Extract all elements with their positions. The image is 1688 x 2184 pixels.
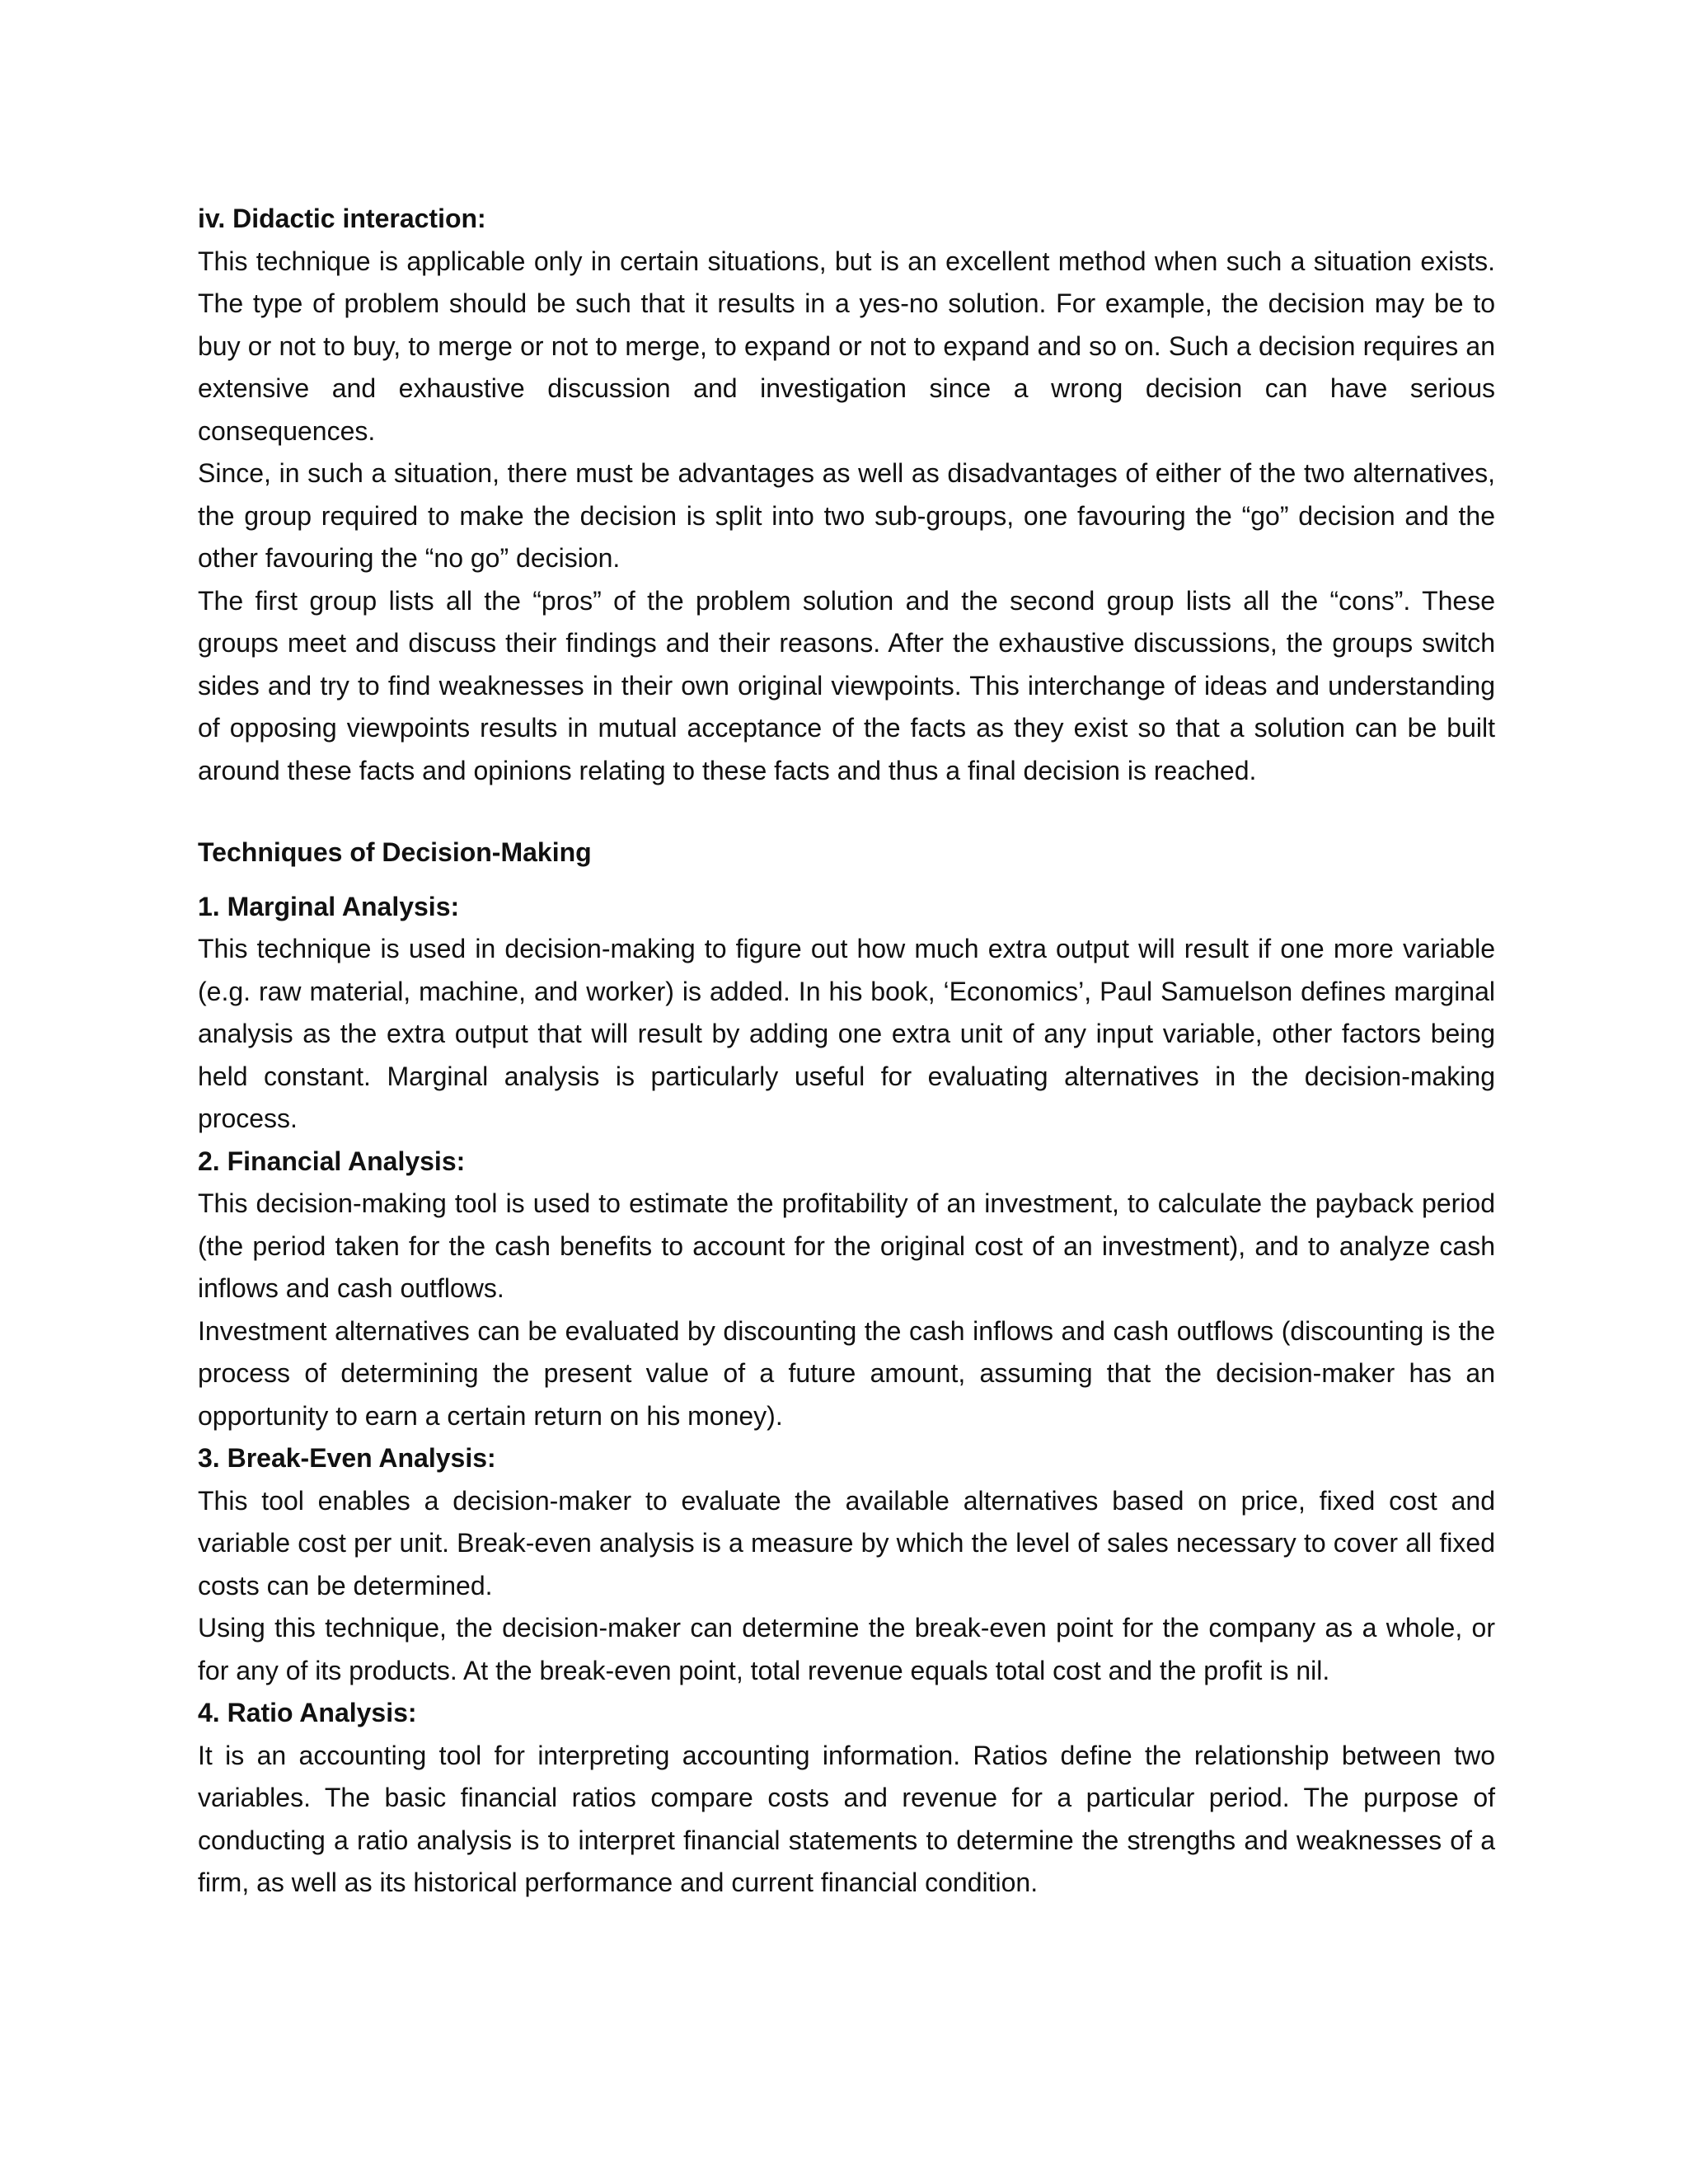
ratio-analysis-paragraph-1: It is an accounting tool for interpreting accounting information. Ratios define the relationship between two variables. The basic financial ratios compare costs and revenue for a particular period. The purpose of conducting a ratio analysis is to interpret financial statements to determine the strengths and weaknesses of a firm, as well as its historical performance and current financial condition.: [198, 1740, 1495, 1897]
ratio-analysis-heading: 4. Ratio Analysis:: [198, 1698, 417, 1727]
didactic-paragraph-1: This technique is applicable only in certain situations, but is an excellent method when such a situation exists. The type of problem should be such that it results in a yes-no solution. For example, the decision may be to buy or not to buy, to merge or not to merge, to expand or not to expand and so on. Such a decision requires an extensive and exhaustive discussion and investigation since a wrong decision can have serious consequences.: [198, 246, 1495, 446]
document-page: [198, 198, 1495, 1905]
didactic-paragraph-2: Since, in such a situation, there must be advantages as well as disadvantages of either of the two alternatives, the group required to make the decision is split into two sub-groups, one favouring the “go” decision and the other favouring the “no go” decision.: [198, 458, 1495, 573]
marginal-analysis-paragraph-1: This technique is used in decision-making to figure out how much extra output will result if one more variable (e.g. raw material, machine, and worker) is added. In his book, ‘Economics’, Paul Samuelson defines marginal analysis as the extra output that will result by adding one extra unit of any input variable, other factors being held constant. Marginal analysis is particularly useful for evaluating alternatives in the decision-making process.: [198, 934, 1495, 1133]
financial-analysis-paragraph-2: Investment alternatives can be evaluated by discounting the cash inflows and cash outflows (discounting is the process of determining the present value of a future amount, assuming that the decision-maker has an opportunity to earn a certain return on his money).: [198, 1315, 1495, 1431]
break-even-analysis-paragraph-2: Using this technique, the decision-maker can determine the break-even point for the company as a whole, or for any of its products. At the break-even point, total revenue equals total cost and the profit is nil.: [198, 1613, 1495, 1685]
break-even-analysis-heading: 3. Break-Even Analysis:: [198, 1443, 496, 1473]
financial-analysis-heading: 2. Financial Analysis:: [198, 1146, 466, 1176]
didactic-heading: iv. Didactic interaction:: [198, 204, 486, 233]
didactic-paragraph-3: The first group lists all the “pros” of the problem solution and the second group lists all the “cons”. These groups meet and discuss their findings and their reasons. After the exhaustive discussions, the groups switch sides and try to find weaknesses in their own original viewpoints. This interchange of ideas and understanding of opposing viewpoints results in mutual acceptance of the facts as they exist so that a solution can be built around these facts and opinions relating to these facts and thus a final decision is reached.: [198, 585, 1495, 785]
techniques-title: Techniques of Decision-Making: [198, 837, 592, 867]
break-even-analysis-paragraph-1: This tool enables a decision-maker to evaluate the available alternatives based on price, fixed cost and variable cost per unit. Break-even analysis is a measure by which the level of sales necessary to cover all fixed costs can be determined.: [198, 1485, 1495, 1601]
financial-analysis-paragraph-1: This decision-making tool is used to estimate the profitability of an investment, to calculate the payback period (the period taken for the cash benefits to account for the original cost of an investment), and to analyze cash inflows and cash outflows.: [198, 1188, 1495, 1303]
marginal-analysis-heading: 1. Marginal Analysis:: [198, 891, 460, 921]
